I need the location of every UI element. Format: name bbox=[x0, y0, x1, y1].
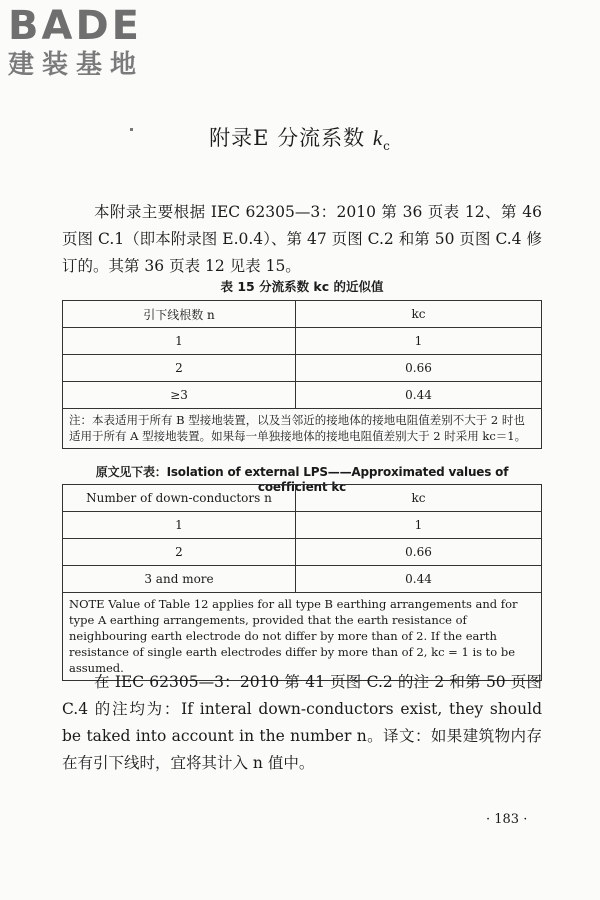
table-row bbox=[63, 382, 542, 409]
table-row bbox=[63, 355, 542, 382]
table-cell: ≥3 bbox=[63, 382, 296, 409]
table-cell: 1 bbox=[63, 328, 296, 355]
closing-paragraph: 在 IEC 62305—3：2010 第 41 页图 C.2 的注 2 和第 50 页图 C.4 的注均为：If interal down-conductors exist, they should be taked into account in the number n。译文：如果建筑物内存在有引下线时，宜将其计入 n 值中。 bbox=[62, 673, 542, 772]
table-note: 注：本表适用于所有 B 型接地装置，以及当邻近的接地体的接地电阻值差别不大于 2 时也适用于所有 A 型接地装置。如果每一单独接地体的接地电阻值差别大于 2 时采用 kc＝1。 bbox=[63, 409, 542, 449]
logo-chinese-name: 建装基地 bbox=[8, 50, 145, 80]
table-cell: 3 and more bbox=[63, 566, 296, 593]
header-cell: Number of down-conductors n bbox=[63, 485, 296, 512]
table-15 bbox=[62, 300, 542, 449]
table-cell: 0.66 bbox=[296, 355, 542, 382]
original-table bbox=[62, 484, 542, 681]
header-cell: kc bbox=[296, 301, 542, 328]
title-k-subscript: c bbox=[383, 139, 391, 154]
table-row bbox=[63, 566, 542, 593]
appendix-title-text: 附录E 分流系数 bbox=[209, 126, 373, 150]
appendix-title bbox=[0, 122, 600, 153]
original-table-caption: 原文见下表：Isolation of external LPS——Approximated values of coefficient kc bbox=[95, 465, 509, 494]
table-header-row bbox=[63, 485, 542, 512]
table-cell: 2 bbox=[63, 355, 296, 382]
page-number: · 183 · bbox=[486, 812, 528, 827]
table-header-row bbox=[63, 301, 542, 328]
table-row bbox=[63, 328, 542, 355]
table-row bbox=[63, 539, 542, 566]
header-cell: 引下线根数 n bbox=[63, 301, 296, 328]
table-note: NOTE Value of Table 12 applies for all type B earthing arrangements and for type A earthing arrangements, provided that the earth resistance of neighbouring earth electrode do not differ by more than of 2. If the earth resistance of single earth electrodes differ by more than of 2, kc = 1 is to be assumed. bbox=[63, 593, 542, 681]
table-cell: 1 bbox=[296, 512, 542, 539]
table-cell: 1 bbox=[63, 512, 296, 539]
logo-wordmark: BADE bbox=[8, 3, 142, 49]
table-15-caption: 表 15 分流系数 kc 的近似值 bbox=[220, 279, 384, 294]
header-cell: kc bbox=[296, 485, 542, 512]
intro-paragraph: 本附录主要根据 IEC 62305—3：2010 第 36 页表 12、第 46 页图 C.1（即本附录图 E.0.4）、第 47 页图 C.2 和第 50 页图 C.4 修订的。其第 36 页表 12 见表 15。 bbox=[62, 203, 542, 275]
table-note-row bbox=[63, 409, 542, 449]
table-cell: 0.66 bbox=[296, 539, 542, 566]
title-k-symbol: k bbox=[372, 126, 384, 150]
bade-logo bbox=[8, 3, 178, 88]
table-cell: 1 bbox=[296, 328, 542, 355]
table-note-row bbox=[63, 593, 542, 681]
table-cell: 0.44 bbox=[296, 382, 542, 409]
table-cell: 2 bbox=[63, 539, 296, 566]
table-cell: 0.44 bbox=[296, 566, 542, 593]
table-row bbox=[63, 512, 542, 539]
